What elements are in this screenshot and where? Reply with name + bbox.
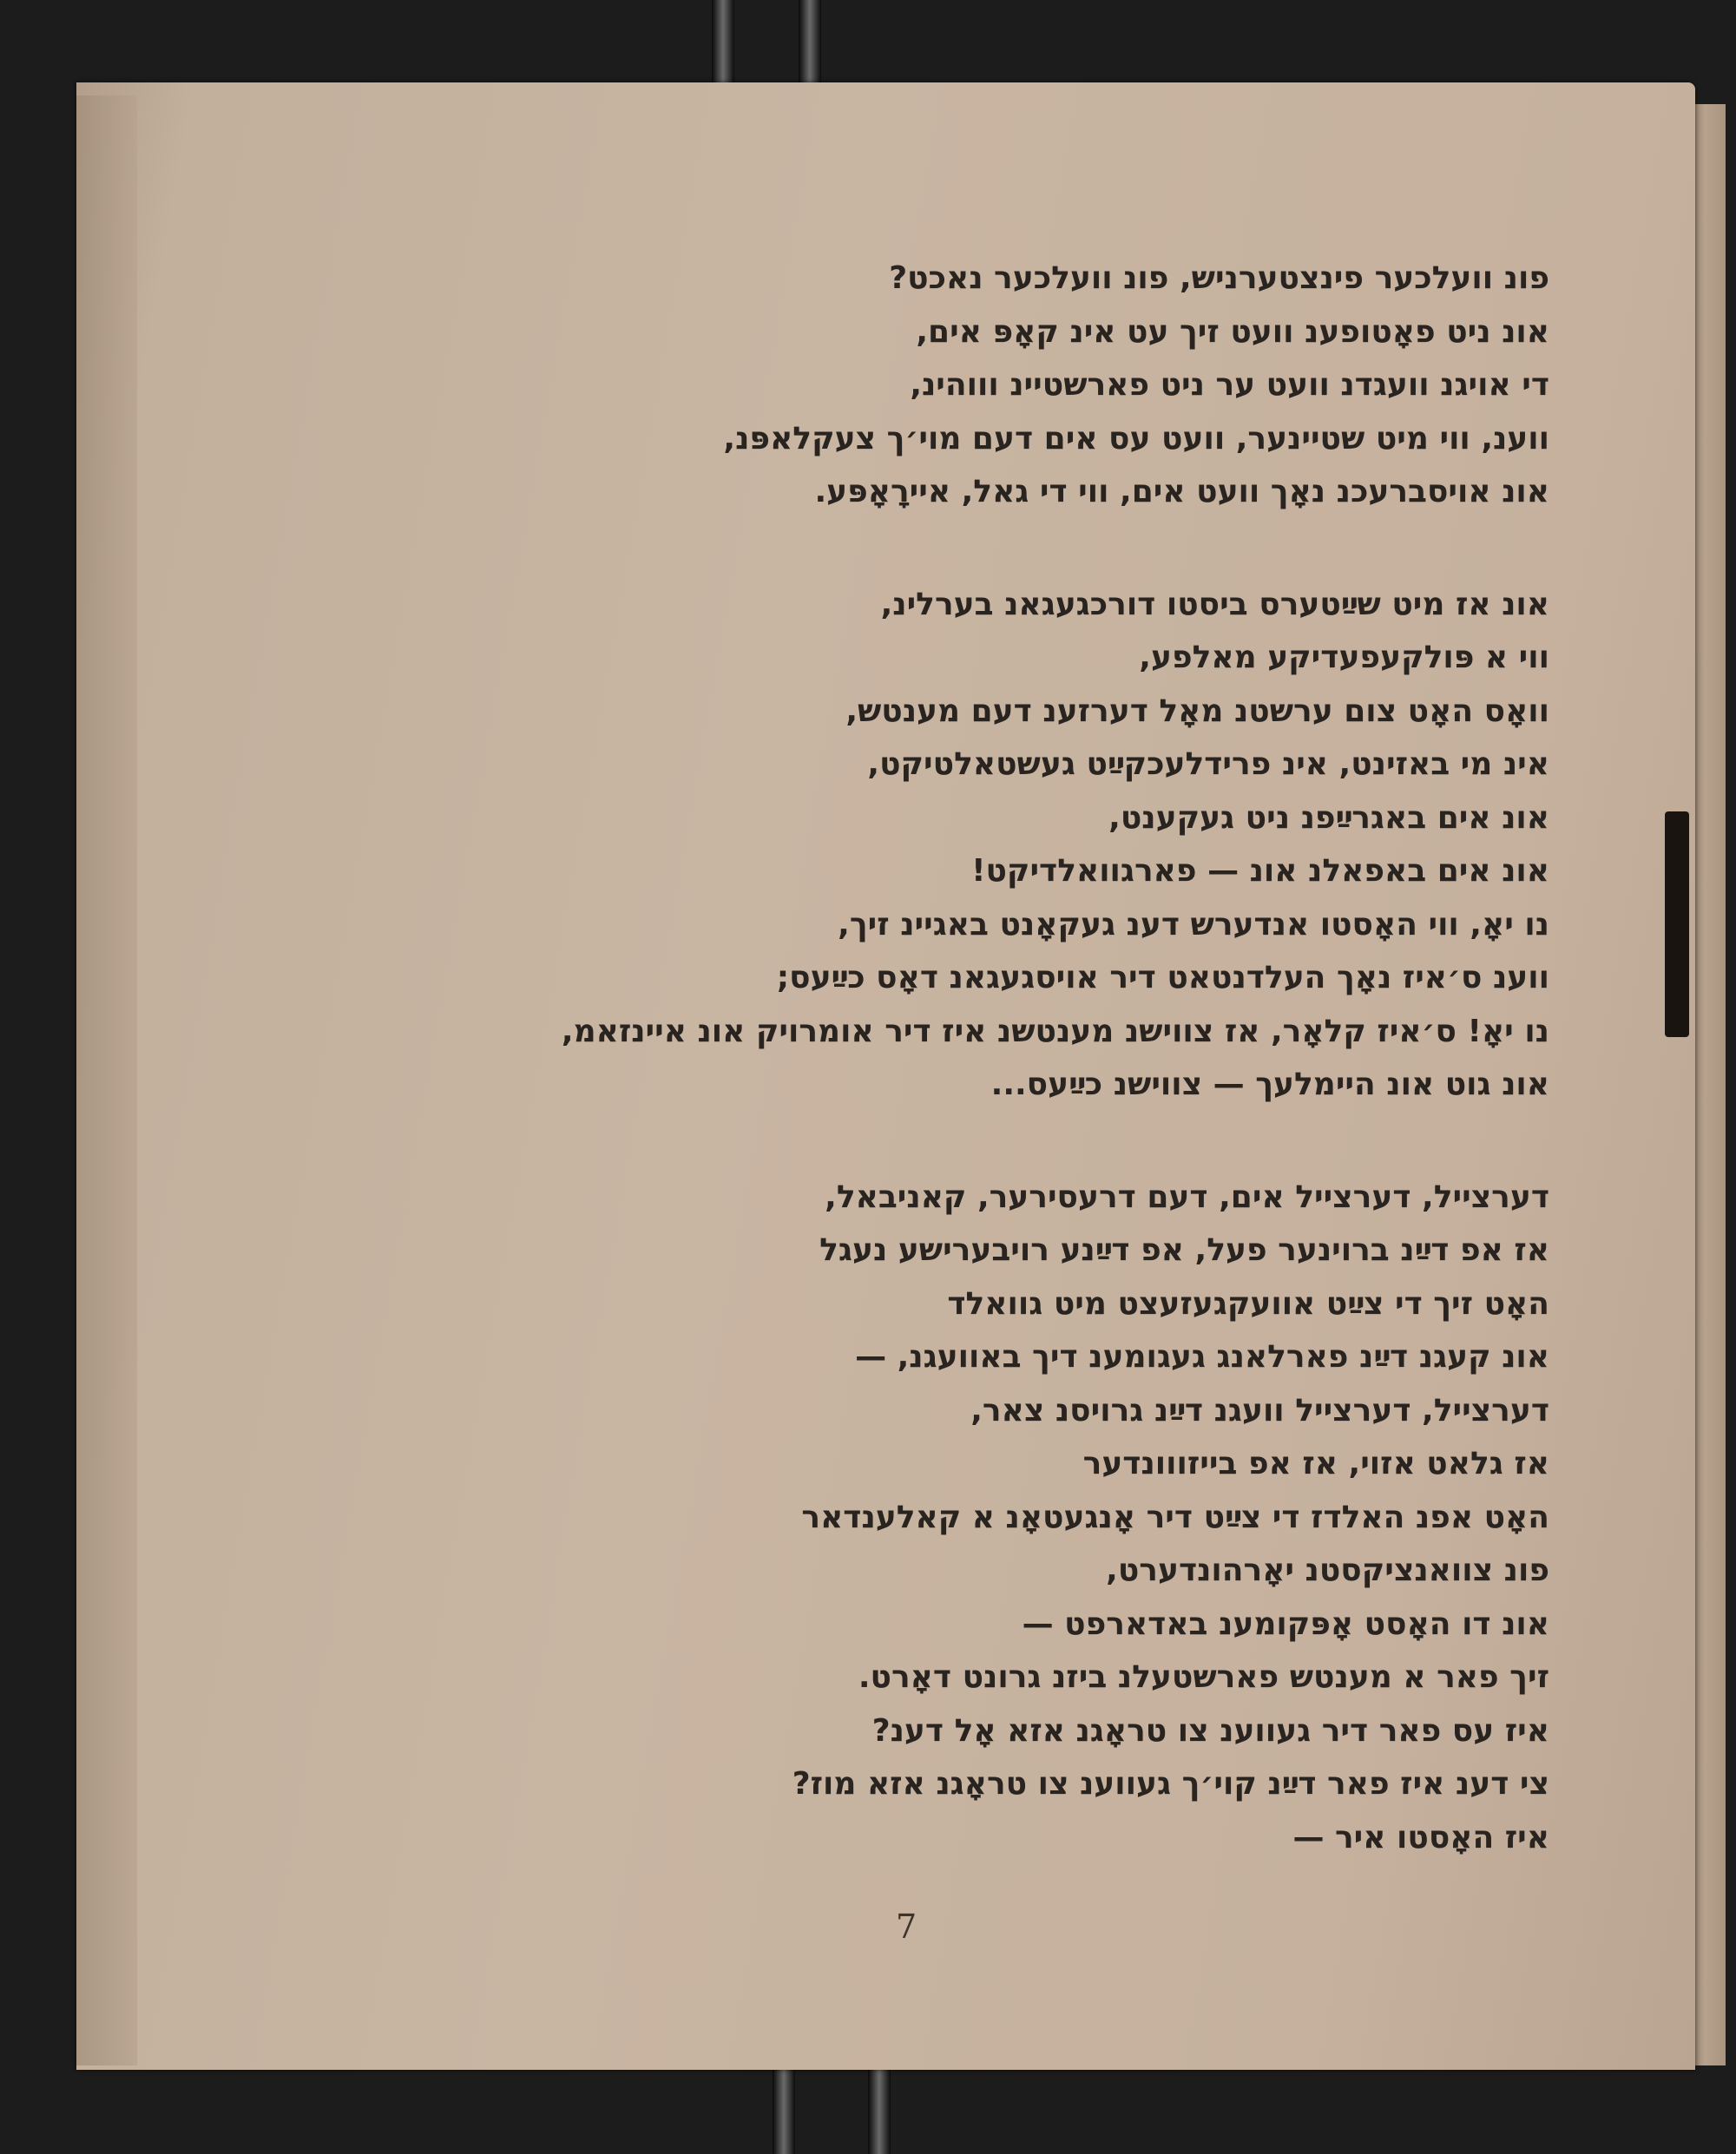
background-stripe-bottom-left xyxy=(773,2065,795,2154)
stanza-2 xyxy=(265,578,1549,1112)
adjacent-page-edge xyxy=(1691,104,1726,2065)
binding-tab xyxy=(1665,811,1689,1037)
poem-line: אונ אויסברעכנ נאָך וועט אים, ווי די גאל, איירָאָפּע. xyxy=(814,474,1549,509)
poem-line: דערצייל, דערצייל אים, דעם דרעסירער, קאניבאל, xyxy=(825,1179,1549,1215)
poem-line: אונ אים באגרײַפנ ניט געקענט, xyxy=(1108,799,1549,836)
stanza-3 xyxy=(265,1171,1549,1865)
poem-line: נו יאָ! ס׳איז קלאָר, אז צווישנ מענטשנ איז דיר אומרויק אונ איינזאמ, xyxy=(561,1013,1549,1049)
poem-text xyxy=(265,252,1549,1864)
poem-line: אונ קעגנ דײַנ פארלאנג געגומענ דיך באוועגנ, — xyxy=(855,1339,1549,1375)
poem-line: אונ אז מיט שײַטערס ביסטו דורכגעגאנ בערלינ, xyxy=(880,586,1549,622)
poem-line: זיך פאר א מענטש פארשטעלנ ביזנ גרונט דאָרט. xyxy=(858,1659,1549,1695)
poem-line: ווענ, ווי מיט שטיינער, וועט עס אים דעם מוי׳ך צעקלאפּנ, xyxy=(723,420,1549,456)
poem-line: אז גלאט אזוי, אז אפ בייזווונדער xyxy=(1082,1446,1549,1481)
poem-line: אונ דו האָסט אָפּקומענ באדארפט — xyxy=(1022,1606,1549,1642)
poem-line: ווי א פּולקעפעדיקע מאלפע, xyxy=(1139,640,1549,675)
page-number: 7 xyxy=(896,1908,917,1946)
poem-line: וואָס האָט צום ערשטנ מאָל דערזענ דעם מענטש, xyxy=(845,693,1549,729)
background-stripe-bottom-right xyxy=(868,2065,891,2154)
poem-line: אונ ניט פאָטופענ וועט זיך עט אינ קאָפּ אים, xyxy=(916,313,1549,350)
poem-line: אינ מי באזינט, אינ פרידלעכקײַט געשטאלטיקט, xyxy=(867,746,1549,782)
background-stripe-right xyxy=(799,0,821,95)
poem-line: פונ צוואנציקסטנ יאָרהונדערט, xyxy=(1106,1553,1549,1588)
stanza-break xyxy=(265,1112,1549,1171)
poem-line: האָט זיך די צײַט אוועקגעזעצט מיט גוואלד xyxy=(947,1285,1549,1322)
poem-line: איז האָסטו איר — xyxy=(1292,1819,1549,1855)
poem-line: האָט אפנ האלדז די צײַט דיר אָנגעטאָנ א קאלענדאר xyxy=(801,1499,1549,1535)
poem-line: איז עס פאר דיר געווענ צו טראָגנ אזא אָל דענ? xyxy=(871,1712,1549,1749)
poem-line: צי דענ איז פאר דײַנ קוי׳ך געווענ צו טראָגנ אזא מוז? xyxy=(792,1766,1549,1802)
stanza-break xyxy=(265,519,1549,578)
poem-line: פונ וועלכער פינצטערניש, פונ וועלכער נאכט? xyxy=(889,260,1549,296)
background-stripe-left xyxy=(712,0,734,95)
page-gutter-shadow xyxy=(76,95,137,2065)
poem-line: אונ גוט אונ היימלעך — צווישנ כײַעס... xyxy=(990,1067,1549,1102)
poem-line: די אויגנ וועגדנ וועט ער ניט פארשטיינ וווהינ, xyxy=(910,367,1549,403)
poem-line: דערצייל, דערצייל וועגנ דײַנ גרויסנ צאר, xyxy=(970,1392,1549,1428)
poem-line: אז אפ דײַנ ברוינער פעל, אפ דײַנע רויבערישע נעגל xyxy=(819,1232,1549,1268)
poem-line: אונ אים באפאלנ אונ — פארגוואלדיקט! xyxy=(971,853,1549,889)
poem-line: ווענ ס׳איז נאָך העלדנטאט דיר אויסגעגאנ דאָס כײַעס; xyxy=(776,960,1549,995)
poem-line: נו יאָ, ווי האָסטו אנדערש דענ געקאָנט באגיינ זיך, xyxy=(838,906,1549,942)
stanza-1 xyxy=(265,252,1549,519)
